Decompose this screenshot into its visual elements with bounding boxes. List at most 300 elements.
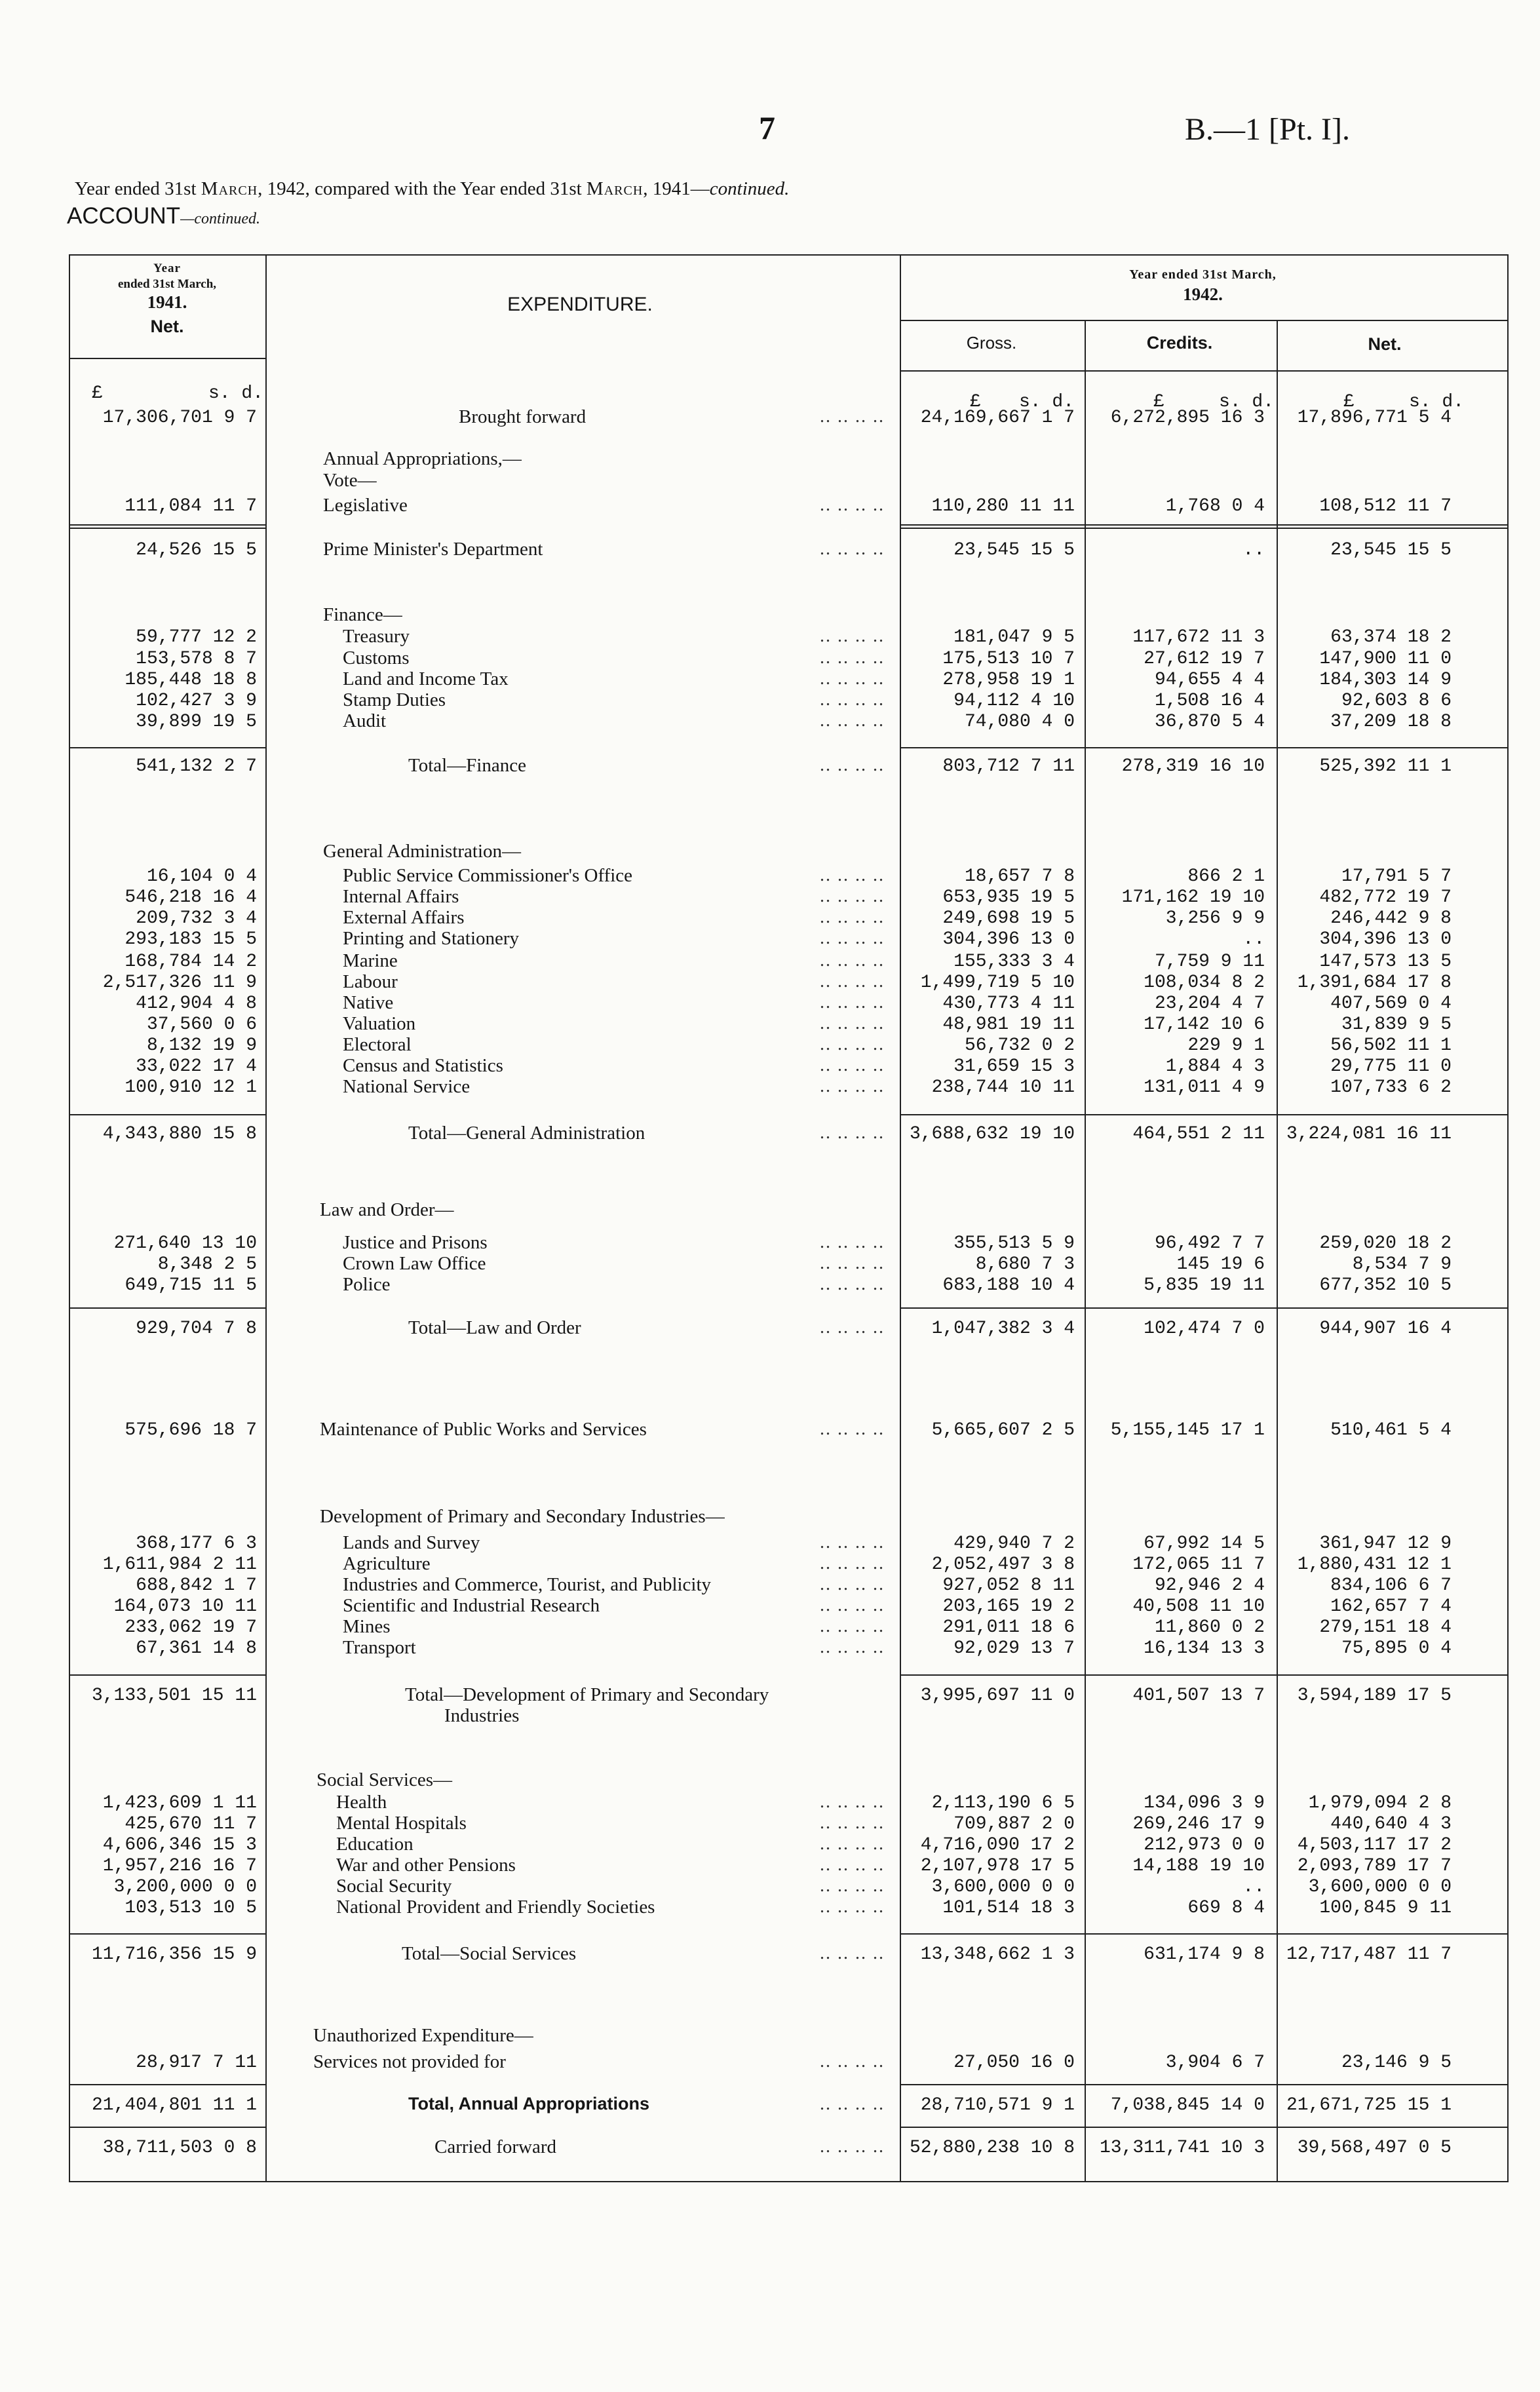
row-credits: 866 2 1 [1187,866,1265,887]
row-credits: .. [1242,929,1265,950]
dot-leader: .. .. .. .. [820,626,885,646]
row-credits: 6,272,895 16 3 [1110,408,1265,428]
row-credits: 401,507 13 7 [1132,1686,1265,1706]
row-label: Stamp Duties [343,689,446,710]
dot-leader: .. .. .. .. [820,1637,885,1657]
dot-leader: .. .. .. .. [820,1813,885,1833]
row-rule [900,1933,1507,1935]
header-expenditure: EXPENDITURE. [507,294,653,315]
row-label: Total—Law and Order [408,1317,581,1338]
row-prev-net: 412,904 4 8 [136,993,257,1014]
row-label-continued: Industries [444,1705,520,1726]
row-gross: 3,600,000 0 0 [931,1877,1075,1897]
row-prev-net: 425,670 11 7 [125,1814,257,1834]
row-net: 147,900 11 0 [1319,649,1452,669]
dot-leader: .. .. .. .. [820,1123,885,1143]
dot-leader: .. .. .. .. [820,1595,885,1615]
row-rule [69,1307,265,1309]
row-rule [900,1674,1507,1676]
row-net: 510,461 5 4 [1330,1420,1452,1440]
row-gross: 709,887 2 0 [953,1814,1075,1834]
row-rule [900,2127,1507,2128]
net-column-rule [1277,320,1278,2181]
row-gross: 23,545 15 5 [953,540,1075,560]
row-gross: 94,112 4 10 [953,691,1075,711]
dot-leader: .. .. .. .. [820,1897,885,1917]
row-label: Police [343,1274,391,1295]
row-rule [69,528,265,529]
row-gross: 24,169,667 1 7 [920,408,1075,428]
row-gross: 13,348,662 1 3 [920,1944,1075,1965]
row-prev-net: 546,218 16 4 [125,887,257,908]
row-net: 482,772 19 7 [1319,887,1452,908]
dot-leader: .. .. .. .. [820,1532,885,1553]
row-gross: 3,688,632 19 10 [909,1124,1075,1144]
header-gross: Gross. [966,333,1017,353]
row-net: 92,603 8 6 [1341,691,1452,711]
prev-pound: £ [92,383,103,404]
row-label: Mines [343,1616,391,1637]
row-net: 17,896,771 5 4 [1297,408,1452,428]
row-prev-net: 293,183 15 5 [125,929,257,950]
row-gross: 2,052,497 3 8 [931,1554,1075,1575]
row-credits: 5,835 19 11 [1144,1275,1265,1296]
credits-column-rule [1085,320,1086,2181]
row-label: Public Service Commissioner's Office [343,865,633,886]
row-label: Transport [343,1637,416,1658]
row-prev-net: 575,696 18 7 [125,1420,257,1440]
row-prev-net: 368,177 6 3 [136,1534,257,1554]
row-gross: 28,710,571 9 1 [920,2095,1075,2115]
row-label: Education [336,1834,414,1855]
row-prev-net: 649,715 11 5 [125,1275,257,1296]
dot-leader: .. .. .. .. [820,1553,885,1573]
dot-leader: .. .. .. .. [820,1943,885,1963]
row-prev-net: 1,423,609 1 11 [102,1793,257,1813]
row-prev-net: 4,606,346 15 3 [102,1835,257,1855]
table-right-rule [1507,254,1509,2181]
row-gross: 3,995,697 11 0 [920,1686,1075,1706]
row-prev-net: 102,427 3 9 [136,691,257,711]
row-label: Services not provided for [313,2051,506,2072]
row-net: 108,512 11 7 [1319,496,1452,516]
row-credits: 94,655 4 4 [1154,670,1265,690]
row-rule [69,747,265,748]
row-label: Total—Finance [408,755,526,776]
row-prev-net: 271,640 13 10 [113,1233,257,1254]
heading-finance: Finance— [323,604,402,625]
row-label: Mental Hospitals [336,1813,467,1834]
credits-sd: s. d. [1219,392,1275,412]
row-label: Justice and Prisons [343,1232,488,1253]
row-credits: 102,474 7 0 [1144,1319,1265,1339]
dot-leader: .. .. .. .. [820,1034,885,1054]
row-credits: 40,508 11 10 [1132,1596,1265,1617]
dot-leader: .. .. .. .. [820,2136,885,2157]
row-prev-net: 11,716,356 15 9 [91,1944,257,1965]
row-gross: 355,513 5 9 [953,1233,1075,1254]
account-title: ACCOUNT—continued. [67,203,261,229]
heading-general-administration: General Administration— [323,841,522,862]
row-label: Industries and Commerce, Tourist, and Publicity [343,1574,712,1595]
row-credits: 1,768 0 4 [1165,496,1265,516]
dot-leader: .. .. .. .. [820,865,885,885]
dot-leader: .. .. .. .. [820,1317,885,1338]
row-net: 31,839 9 5 [1341,1014,1452,1035]
row-prev-net: 1,957,216 16 7 [102,1856,257,1876]
row-prev-net: 28,917 7 11 [136,2053,257,2073]
row-gross: 101,514 18 3 [942,1898,1075,1918]
row-net: 17,791 5 7 [1341,866,1452,887]
row-rule [69,1674,265,1676]
row-label: Lands and Survey [343,1532,480,1553]
row-gross: 803,712 7 11 [942,756,1075,777]
row-prev-net: 541,132 2 7 [136,756,257,777]
row-gross: 1,047,382 3 4 [931,1319,1075,1339]
dot-leader: .. .. .. .. [820,950,885,971]
header-subrule [900,320,1509,321]
header-bottom-rule-right [900,370,1509,372]
net-sd: s. d. [1409,392,1465,412]
row-rule [900,1114,1507,1115]
prev-sd: s. d. [208,383,264,404]
dot-leader: .. .. .. .. [820,710,885,731]
row-net: 21,671,725 15 1 [1286,2095,1452,2115]
row-prev-net: 103,513 10 5 [125,1898,257,1918]
row-credits: 117,672 11 3 [1132,627,1265,647]
dot-leader: .. .. .. .. [820,2094,885,2114]
row-prev-net: 37,560 0 6 [146,1014,257,1035]
row-credits: 669 8 4 [1187,1898,1265,1918]
row-rule [900,524,1507,526]
row-prev-net: 16,104 0 4 [146,866,257,887]
row-gross: 52,880,238 10 8 [909,2138,1075,2158]
row-net: 23,545 15 5 [1330,540,1452,560]
row-net: 677,352 10 5 [1319,1275,1452,1296]
row-gross: 110,280 11 11 [931,496,1075,516]
row-label: Health [336,1792,387,1813]
row-credits: 92,946 2 4 [1154,1575,1265,1596]
row-prev-net: 24,526 15 5 [136,540,257,560]
heading-annual-appropriations: Annual Appropriations,— [323,448,522,469]
row-prev-net: 111,084 11 7 [125,496,257,516]
row-label: Scientific and Industrial Research [343,1595,600,1616]
dot-leader: .. .. .. .. [820,406,885,427]
row-rule [900,2084,1507,2085]
row-rule [69,2084,265,2085]
row-gross: 8,680 7 3 [975,1254,1075,1275]
row-credits: 7,038,845 14 0 [1110,2095,1265,2115]
row-credits: 269,246 17 9 [1132,1814,1265,1834]
header-prev-year-line1: Year [153,261,181,275]
row-label: Crown Law Office [343,1253,486,1274]
row-label: Total—Social Services [402,1943,577,1964]
row-label: National Provident and Friendly Societies [336,1897,655,1918]
dot-leader: .. .. .. .. [820,1574,885,1594]
row-prev-net: 39,899 19 5 [136,712,257,732]
table-top-rule [69,254,1509,256]
dot-leader: .. .. .. .. [820,1792,885,1812]
row-credits: 36,870 5 4 [1154,712,1265,732]
row-gross: 291,011 18 6 [942,1617,1075,1638]
heading-social-services: Social Services— [317,1769,452,1790]
row-label: Legislative [323,495,408,516]
row-gross: 74,080 4 0 [964,712,1075,732]
header-prev-net: Net. [150,317,184,336]
row-label: Native [343,992,394,1013]
row-gross: 5,665,607 2 5 [931,1420,1075,1440]
row-prev-net: 185,448 18 8 [125,670,257,690]
row-credits: 131,011 4 9 [1144,1077,1265,1098]
row-credits: 172,065 11 7 [1132,1554,1265,1575]
page-number: 7 [759,109,775,146]
gross-sd: s. d. [1019,392,1075,412]
row-rule [900,528,1507,529]
row-credits: 631,174 9 8 [1144,1944,1265,1965]
row-net: 63,374 18 2 [1330,627,1452,647]
row-prev-net: 164,073 10 11 [113,1596,257,1617]
header-prev-year-line2: ended 31st March, [117,277,217,291]
dot-leader: .. .. .. .. [820,1419,885,1439]
row-prev-net: 3,133,501 15 11 [91,1686,257,1706]
prev-column-rule [265,254,267,2181]
row-prev-net: 8,348 2 5 [157,1254,257,1275]
dot-leader: .. .. .. .. [820,647,885,668]
row-credits: 278,319 16 10 [1121,756,1265,777]
row-net: 259,020 18 2 [1319,1233,1452,1254]
row-label: Total, Annual Appropriations [408,2094,649,2113]
dot-leader: .. .. .. .. [820,1876,885,1896]
row-label: War and other Pensions [336,1855,516,1876]
dot-leader: .. .. .. .. [820,1055,885,1075]
row-credits: 17,142 10 6 [1144,1014,1265,1035]
row-prev-net: 67,361 14 8 [136,1638,257,1659]
gross-column-rule [900,254,901,2181]
dot-leader: .. .. .. .. [820,539,885,559]
row-credits: 1,508 16 4 [1154,691,1265,711]
row-credits: 96,492 7 7 [1154,1233,1265,1254]
row-credits: 7,759 9 11 [1154,952,1265,972]
row-credits: 212,973 0 0 [1144,1835,1265,1855]
header-current-year-line1: Year ended 31st March, [1129,267,1277,282]
row-gross: 278,958 19 1 [942,670,1075,690]
dot-leader: .. .. .. .. [820,886,885,906]
row-net: 162,657 7 4 [1330,1596,1452,1617]
dot-leader: .. .. .. .. [820,1013,885,1033]
header-prev-year-line3: 1941. [147,292,187,312]
row-gross: 175,513 10 7 [942,649,1075,669]
row-prev-net: 233,062 19 7 [125,1617,257,1638]
row-label: Printing and Stationery [343,928,520,949]
credits-pound: £ [1153,392,1165,412]
row-prev-net: 4,343,880 15 8 [102,1124,257,1144]
row-credits: 3,904 6 7 [1165,2053,1265,2073]
row-net: 246,442 9 8 [1330,908,1452,929]
row-net: 3,224,081 16 11 [1286,1124,1452,1144]
row-prev-net: 1,611,984 2 11 [102,1554,257,1575]
dot-leader: .. .. .. .. [820,1253,885,1273]
row-rule [900,747,1507,748]
dot-leader: .. .. .. .. [820,1274,885,1294]
row-credits: 145 19 6 [1176,1254,1265,1275]
subtitle: Year ended 31st March, 1942, compared with the Year ended 31st March, 1941—continued. [75,178,790,199]
row-gross: 249,698 19 5 [942,908,1075,929]
row-credits: 27,612 19 7 [1144,649,1265,669]
row-prev-net: 3,200,000 0 0 [113,1877,257,1897]
row-prev-net: 929,704 7 8 [136,1319,257,1339]
row-label: National Service [343,1076,471,1097]
dot-leader: .. .. .. .. [820,1855,885,1875]
row-credits: 464,551 2 11 [1132,1124,1265,1144]
row-label: Maintenance of Public Works and Services [320,1419,647,1440]
row-prev-net: 8,132 19 9 [146,1035,257,1056]
row-net: 147,573 13 5 [1319,952,1452,972]
row-gross: 92,029 13 7 [953,1638,1075,1659]
row-label: Marine [343,950,398,971]
row-net: 3,594,189 17 5 [1297,1686,1452,1706]
row-prev-net: 153,578 8 7 [136,649,257,669]
dot-leader: .. .. .. .. [820,495,885,515]
row-rule [69,2127,265,2128]
dot-leader: .. .. .. .. [820,1076,885,1096]
row-label: Prime Minister's Department [323,539,543,560]
dot-leader: .. .. .. .. [820,1616,885,1636]
row-prev-net: 209,732 3 4 [136,908,257,929]
row-gross: 653,935 19 5 [942,887,1075,908]
dot-leader: .. .. .. .. [820,1834,885,1854]
row-credits: 108,034 8 2 [1144,973,1265,993]
heading-vote: Vote— [323,470,377,491]
row-net: 304,396 13 0 [1319,929,1452,950]
row-net: 8,534 7 9 [1352,1254,1452,1275]
row-gross: 304,396 13 0 [942,929,1075,950]
heading-law-and-order: Law and Order— [320,1199,454,1220]
row-prev-net: 33,022 17 4 [136,1056,257,1077]
row-credits: 13,311,741 10 3 [1099,2138,1265,2158]
row-credits: 1,884 4 3 [1165,1056,1265,1077]
row-net: 56,502 11 1 [1330,1035,1452,1056]
row-label: Customs [343,647,410,668]
row-label: Social Security [336,1876,452,1897]
row-gross: 429,940 7 2 [953,1534,1075,1554]
row-label: Agriculture [343,1553,431,1574]
row-credits: 16,134 13 3 [1144,1638,1265,1659]
row-gross: 48,981 19 11 [942,1014,1075,1035]
row-prev-net: 59,777 12 2 [136,627,257,647]
row-net: 75,895 0 4 [1341,1638,1452,1659]
dot-leader: .. .. .. .. [820,2051,885,2072]
row-net: 834,106 6 7 [1330,1575,1452,1596]
row-label: Internal Affairs [343,886,459,907]
row-credits: 11,860 0 2 [1154,1617,1265,1638]
row-gross: 56,732 0 2 [964,1035,1075,1056]
dot-leader: .. .. .. .. [820,907,885,927]
row-net: 2,093,789 17 7 [1297,1856,1452,1876]
row-rule [69,524,265,526]
row-net: 29,775 11 0 [1330,1056,1452,1077]
row-credits: .. [1242,1877,1265,1897]
row-gross: 203,165 19 2 [942,1596,1075,1617]
row-credits: 14,188 19 10 [1132,1856,1265,1876]
row-net: 100,845 9 11 [1319,1898,1452,1918]
row-net: 37,209 18 8 [1330,712,1452,732]
row-credits: 3,256 9 9 [1165,908,1265,929]
row-gross: 18,657 7 8 [964,866,1075,887]
row-label: Valuation [343,1013,416,1034]
dot-leader: .. .. .. .. [820,928,885,948]
row-net: 4,503,117 17 2 [1297,1835,1452,1855]
row-net: 944,907 16 4 [1319,1319,1452,1339]
header-net: Net. [1368,334,1402,354]
row-net: 12,717,487 11 7 [1286,1944,1452,1965]
row-net: 3,600,000 0 0 [1308,1877,1452,1897]
row-label: External Affairs [343,907,465,928]
row-label: Audit [343,710,387,731]
row-credits: 5,155,145 17 1 [1110,1420,1265,1440]
dot-leader: .. .. .. .. [820,992,885,1013]
header-bottom-rule-left [69,358,265,359]
row-prev-net: 168,784 14 2 [125,952,257,972]
row-net: 407,569 0 4 [1330,993,1452,1014]
row-credits: 229 9 1 [1187,1035,1265,1056]
row-net: 525,392 11 1 [1319,756,1452,777]
row-net: 23,146 9 5 [1341,2053,1452,2073]
row-prev-net: 38,711,503 0 8 [102,2138,257,2158]
row-prev-net: 2,517,326 11 9 [102,973,257,993]
row-gross: 1,499,719 5 10 [920,973,1075,993]
row-net: 440,640 4 3 [1330,1814,1452,1834]
row-label: Carried forward [434,2136,556,2157]
row-label: Land and Income Tax [343,668,509,689]
row-net: 279,151 18 4 [1319,1617,1452,1638]
row-prev-net: 688,842 1 7 [136,1575,257,1596]
row-net: 107,733 6 2 [1330,1077,1452,1098]
dot-leader: .. .. .. .. [820,1232,885,1252]
row-credits: 23,204 4 7 [1154,993,1265,1014]
header-current-year-line2: 1942. [1183,284,1223,304]
row-rule [900,1307,1507,1309]
row-gross: 181,047 9 5 [953,627,1075,647]
row-gross: 2,107,978 17 5 [920,1856,1075,1876]
row-gross: 31,659 15 3 [953,1056,1075,1077]
row-prev-net: 17,306,701 9 7 [102,408,257,428]
row-gross: 927,052 8 11 [942,1575,1075,1596]
row-prev-net: 21,404,801 11 1 [91,2095,257,2115]
dot-leader: .. .. .. .. [820,971,885,992]
row-gross: 155,333 3 4 [953,952,1075,972]
row-net: 184,303 14 9 [1319,670,1452,690]
table-left-rule [69,254,70,2181]
row-gross: 2,113,190 6 5 [931,1793,1075,1813]
gross-pound: £ [970,392,981,412]
row-rule [69,1933,265,1935]
row-net: 1,880,431 12 1 [1297,1554,1452,1575]
row-gross: 4,716,090 17 2 [920,1835,1075,1855]
row-credits: 171,162 19 10 [1121,887,1265,908]
net-pound: £ [1343,392,1355,412]
header-credits: Credits. [1146,333,1213,353]
row-credits: .. [1242,540,1265,560]
row-rule [69,1114,265,1115]
row-label: Total—Development of Primary and Secondary [405,1684,769,1705]
table-bottom-rule [69,2181,1509,2182]
dot-leader: .. .. .. .. [820,755,885,775]
row-credits: 134,096 3 9 [1144,1793,1265,1813]
heading-development: Development of Primary and Secondary Industries— [320,1506,725,1527]
row-label: Brought forward [459,406,587,427]
row-label: Census and Statistics [343,1055,503,1076]
row-net: 1,391,684 17 8 [1297,973,1452,993]
